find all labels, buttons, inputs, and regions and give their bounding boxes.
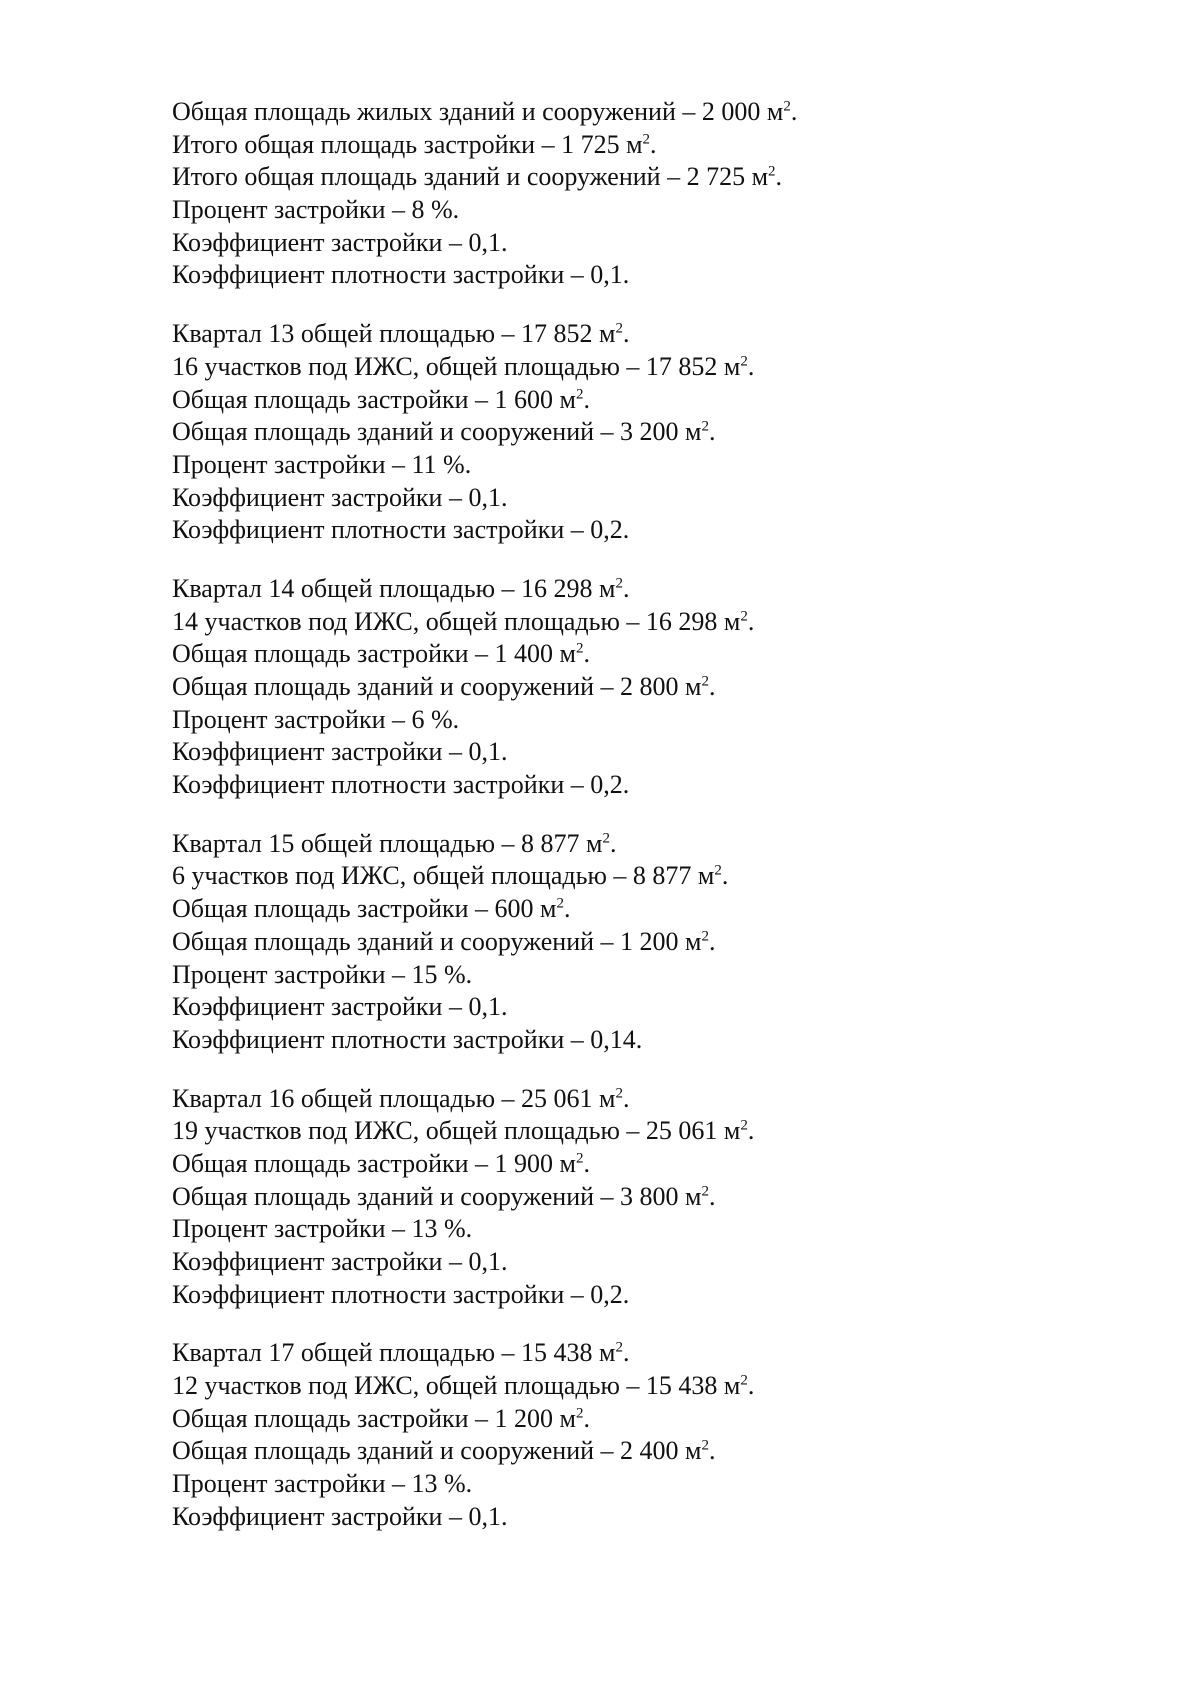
section-block [172,318,1200,547]
text-line: 19 участков под ИЖС, общей площадью – 25 061 $м^2$. [172,1116,755,1146]
section-block [172,573,1200,802]
text-line: 6 участков под ИЖС, общей площадью – 8 877 $м^2$. [172,861,729,891]
section-block [172,828,1200,1057]
text-line: Квартал 14 общей площадью – 16 298 $м^2$. [172,573,630,603]
text-line: Процент застройки – 13 %. [172,1469,473,1499]
text-line: Квартал 16 общей площадью – 25 061 $м^2$. [172,1083,630,1113]
text-line: Квартал 17 общей площадью – 15 438 $м^2$. [172,1338,630,1368]
text-line: Процент застройки – 11 %. [172,449,472,479]
text-line: 14 участков под ИЖС, общей площадью – 16 298 $м^2$. [172,606,755,636]
text-line: Итого общая площадь застройки – 1 725 $м^2$. [172,129,657,159]
text-line: Коэффициент застройки – 0,1. [172,1501,508,1531]
text-line: Коэффициент застройки – 0,1. [172,482,508,512]
text-line: Коэффициент застройки – 0,1. [172,992,508,1022]
text-line: Общая площадь зданий и сооружений – 3 200 $м^2$. [172,417,716,447]
text-line: Общая площадь зданий и сооружений – 1 200 $м^2$. [172,926,716,956]
text-line: Общая площадь застройки – 600 $м^2$. [172,894,571,924]
text-line: Коэффициент плотности застройки – 0,2. [172,515,630,545]
section-block [172,1083,1200,1312]
text-line: Квартал 13 общей площадью – 17 852 $м^2$. [172,319,630,349]
text-line: Квартал 15 общей площадью – 8 877 $м^2$. [172,828,617,858]
text-line: Общая площадь жилых зданий и сооружений – 2 000 $м^2$. [172,97,798,126]
section-block [172,1337,1200,1533]
text-line: Общая площадь застройки – 1 900 $м^2$. [172,1148,591,1178]
text-line: Процент застройки – 13 %. [172,1214,473,1244]
text-line: Общая площадь застройки – 1 600 $м^2$. [172,384,591,414]
text-line: Коэффициент плотности застройки – 0,1. [172,260,630,290]
text-line: Коэффициент застройки – 0,1. [172,227,508,257]
text-line: Процент застройки – 15 %. [172,959,473,989]
text-line: Коэффициент плотности застройки – 0,2. [172,1279,630,1309]
text-line: Общая площадь застройки – 1 400 $м^2$. [172,639,591,669]
text-line: Процент застройки – 8 %. [172,195,460,225]
text-line: Коэффициент плотности застройки – 0,2. [172,770,630,800]
text-line: Общая площадь зданий и сооружений – 2 400 $м^2$. [172,1436,716,1466]
text-line: Коэффициент застройки – 0,1. [172,737,508,767]
text-line: Итого общая площадь зданий и сооружений – 2 725 $м^2$. [172,162,783,192]
text-line: Коэффициент плотности застройки – 0,14. [172,1024,643,1054]
text-line: Общая площадь застройки – 1 200 $м^2$. [172,1403,591,1433]
text-line: Общая площадь зданий и сооружений – 2 800 $м^2$. [172,672,716,701]
section-block [172,96,1200,292]
text-line: Коэффициент застройки – 0,1. [172,1247,508,1276]
text-line: Общая площадь зданий и сооружений – 3 800 $м^2$. [172,1181,716,1211]
text-line: 12 участков под ИЖС, общей площадью – 15 438 $м^2$. [172,1371,755,1401]
text-line: Процент застройки – 6 %. [172,704,460,734]
text-line: 16 участков под ИЖС, общей площадью – 17 852 $м^2$. [172,351,755,381]
